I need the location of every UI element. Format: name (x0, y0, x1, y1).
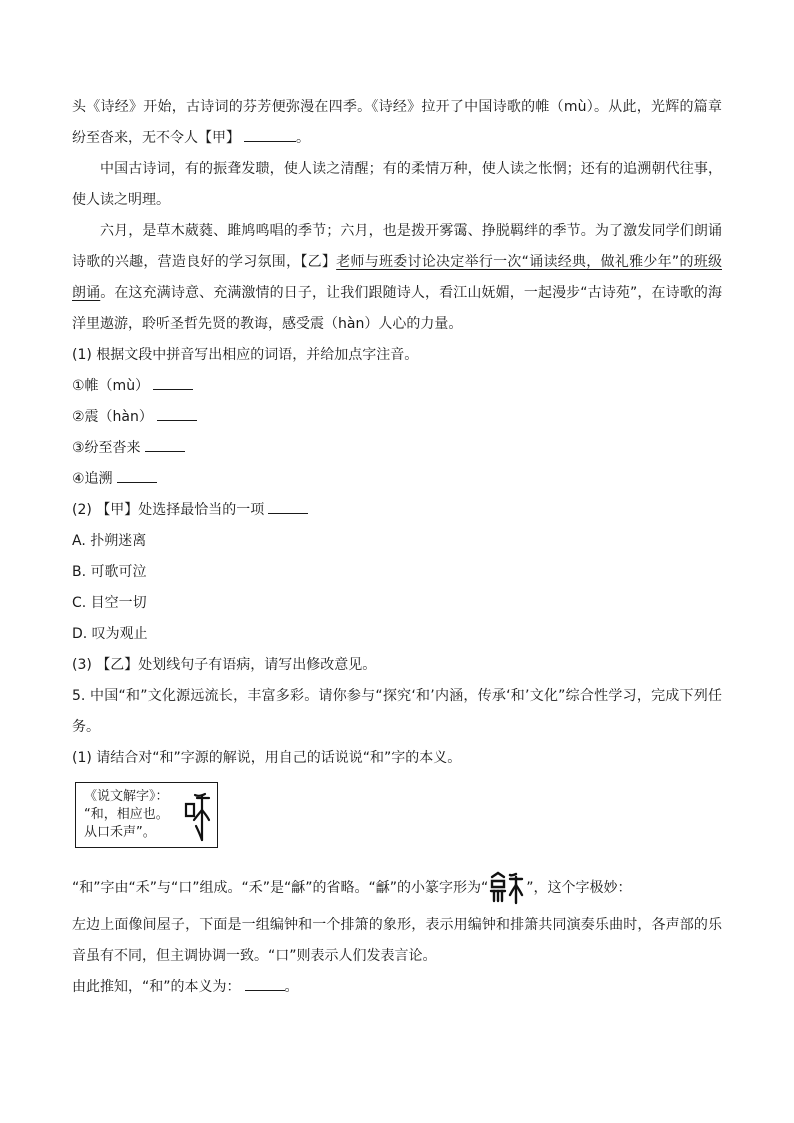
item-label: ②震（hàn） (72, 409, 153, 425)
document-page (72, 92, 722, 1003)
question-2-text: (2) 【甲】处选择最恰当的一项 (72, 502, 265, 518)
seal-script-he-image (183, 788, 211, 844)
underlined-sentence: 老师与班委讨论决定举行一次“诵读经典，做礼雅少年”的班级朗诵 (72, 254, 722, 301)
answer-blank[interactable] (245, 976, 285, 991)
answer-blank[interactable] (157, 406, 197, 421)
shuowen-box (75, 782, 218, 848)
conclusion-text: 由此推知，“和”的本义为： (72, 979, 241, 995)
answer-blank[interactable] (145, 437, 185, 452)
conclusion (72, 972, 722, 1003)
option-a: A. 扑朔迷离 (72, 533, 147, 549)
option-d: D. 叹为观止 (72, 626, 148, 642)
explanation-text-end: ”，这个字极妙： (526, 880, 632, 896)
question-2 (72, 495, 722, 526)
question-5-1: (1) 请结合对“和”字源的解说，用自己的话说说“和”字的本义。 (72, 750, 462, 766)
question-3: (3) 【乙】处划线句子有语病，请写出修改意见。 (72, 657, 377, 673)
answer-blank[interactable] (117, 468, 157, 483)
question-1-item-3 (72, 433, 722, 464)
paragraph-1 (72, 92, 722, 154)
paragraph-1-text: 头《诗经》开始，古诗词的芬芳便弥漫在四季。《诗经》拉开了中国诗歌的帷（mù）。从此，光辉的篇章纷至沓来，无不令人【甲】 (72, 99, 722, 146)
question-1-item-4 (72, 464, 722, 495)
explanation-2: 左边上面像间屋子，下面是一组编钟和一个排箫的象形，表示用编钟和排箫共同演奏乐曲时，各声部的乐音虽有不同，但主调协调一致。“口”则表示人们发表言论。 (72, 917, 722, 964)
answer-blank-jia[interactable] (244, 127, 296, 142)
paragraph-3 (72, 216, 722, 340)
item-label: ①帷（mù） (72, 378, 150, 394)
item-label: ④追溯 (72, 471, 113, 487)
shuowen-text (84, 788, 169, 842)
answer-blank[interactable] (153, 375, 193, 390)
paragraph-3-rest: 。在这充满诗意、充满激情的日子，让我们跟随诗人，看江山妩媚，一起漫步“古诗苑”，在诗歌的海洋里遨游，聆听圣哲先贤的教诲，感受震（hàn）人心的力量。 (72, 285, 722, 332)
paragraph-1-end: 。 (296, 130, 310, 146)
shuowen-line: 《说文解字》： (84, 789, 169, 804)
conclusion-end: 。 (284, 979, 299, 995)
question-1: (1) 根据文段中拼音写出相应的词语，并给加点字注音。 (72, 347, 419, 363)
option-c: C. 目空一切 (72, 595, 147, 611)
explanation-1 (72, 866, 722, 910)
question-1-item-2 (72, 402, 722, 433)
explanation-text: “和”字由“禾”与“口”组成。“禾”是“龢”的省略。“龢”的小篆字形为“ (72, 880, 489, 896)
shuowen-line: “和，相应也。 (84, 807, 169, 822)
paragraph-2: 中国古诗词，有的振聋发聩，使人读之清醒；有的柔情万种，使人读之怅惘；还有的追溯朝代往事，使人读之明理。 (72, 161, 722, 208)
shuowen-line: 从口禾声”。 (84, 825, 156, 840)
question-1-item-1 (72, 371, 722, 402)
item-label: ③纷至沓来 (72, 440, 141, 456)
question-5: 5. 中国“和”文化源远流长，丰富多彩。请你参与“探究‘和’内涵，传承‘和’文化”综合性学习，完成下列任务。 (72, 688, 722, 735)
option-b: B. 可歌可泣 (72, 564, 147, 580)
paragraph-3-text: 六月，是草木葳蕤、雎鸠鸣唱的季节；六月，也是拨开雾霭、挣脱羁绊的季节。为了激发同学们朗诵诗歌的兴趣，营造良好的学习氛围，【乙】 (72, 223, 722, 270)
answer-blank[interactable] (268, 499, 308, 514)
seal-script-he-variant-image (488, 871, 526, 905)
